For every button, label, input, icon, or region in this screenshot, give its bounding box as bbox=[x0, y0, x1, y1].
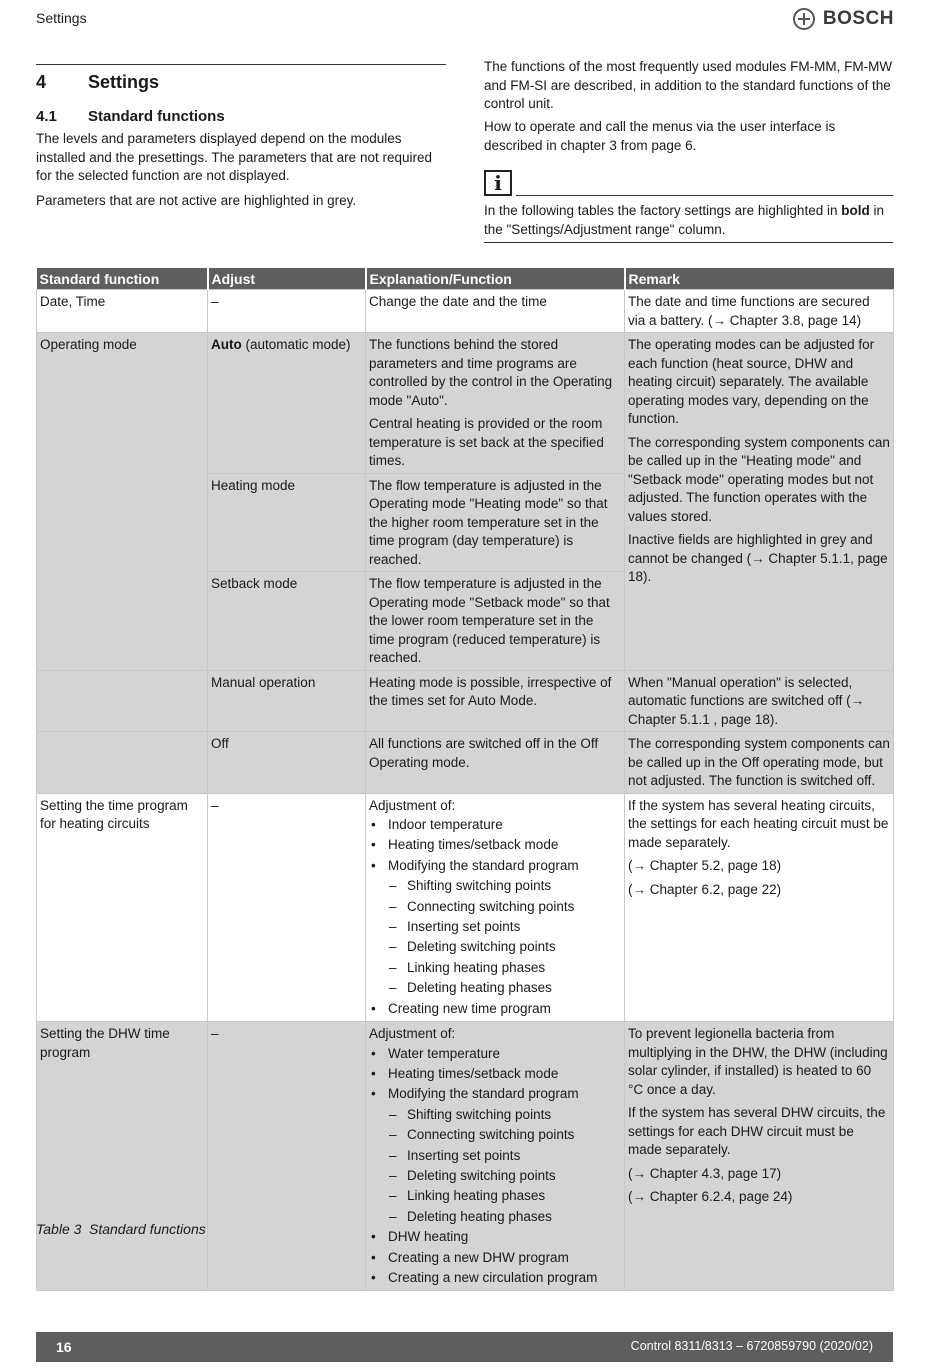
remark-cell bbox=[625, 333, 894, 671]
bosch-logo bbox=[793, 8, 894, 30]
list-item: – Linking heating phases bbox=[388, 1186, 621, 1206]
table-row bbox=[37, 290, 894, 333]
list-item: – Shifting switching points bbox=[388, 876, 621, 896]
table-row bbox=[37, 732, 894, 794]
table-caption bbox=[36, 1221, 206, 1237]
list-item: – Inserting set points bbox=[388, 917, 621, 937]
function-cell: Date, Time bbox=[37, 290, 208, 333]
page-footer bbox=[36, 1332, 893, 1362]
column-header: Standard function bbox=[37, 268, 208, 290]
info-note bbox=[484, 202, 894, 239]
explanation-cell: The flow temperature is adjusted in the Operating mode "Heating mode" so that the higher room temperature set in the time program (day temperature) is reached. bbox=[366, 473, 625, 572]
table-row bbox=[37, 793, 894, 1022]
remark-cell: The corresponding system components can be called up in the Off operating mode, but not adjusted. The function is switched off. bbox=[625, 732, 894, 794]
info-rule bbox=[516, 195, 893, 196]
remark-paragraph: If the system has several heating circuits, the settings for each heating circuit must be made separately. bbox=[628, 797, 889, 850]
function-cell: Setting the time program for heating circuits bbox=[37, 793, 208, 1022]
list-item: • DHW heating bbox=[369, 1227, 621, 1247]
table-row bbox=[37, 1022, 894, 1291]
logo-text: BOSCH bbox=[822, 8, 894, 29]
standard-functions-table bbox=[36, 268, 894, 1291]
subsection-title: Standard functions bbox=[88, 108, 225, 125]
list-item: – Connecting switching points bbox=[388, 897, 621, 917]
explanation-cell: All functions are switched off in the Off Operating mode. bbox=[366, 732, 625, 794]
list-item: • Creating new time program bbox=[369, 999, 621, 1019]
list-item-text: Modifying the standard program bbox=[388, 1086, 579, 1102]
list-item: – Connecting switching points bbox=[388, 1125, 621, 1145]
list-item: – Linking heating phases bbox=[388, 958, 621, 978]
intro-right-paragraph-2: How to operate and call the menus via the user interface is described in chapter 3 from page 6. bbox=[484, 119, 836, 153]
list-item: • Heating times/setback mode bbox=[369, 1064, 621, 1084]
table-header-row bbox=[37, 268, 894, 290]
list-item: – Deleting heating phases bbox=[388, 978, 621, 998]
remark-paragraph: The operating modes can be adjusted for each function (heat source, DHW and heating circuit) separately. The available operating modes vary, depending on the function. bbox=[628, 337, 875, 426]
table-row bbox=[37, 670, 894, 732]
list-item-text: Modifying the standard program bbox=[388, 857, 579, 873]
explanation-paragraph: The functions behind the stored parameters and time programs are controlled by the control in the Operating mode "Auto". bbox=[369, 337, 613, 408]
dash-list bbox=[388, 876, 621, 998]
list-item bbox=[369, 1084, 621, 1227]
section-title: Settings bbox=[88, 72, 160, 92]
explanation-cell: Heating mode is possible, irrespective of the times set for Auto Mode. bbox=[366, 670, 625, 732]
function-cell bbox=[37, 670, 208, 732]
adjust-cell: Off bbox=[208, 732, 366, 794]
remark-cell bbox=[625, 1022, 894, 1291]
adjust-cell: – bbox=[208, 290, 366, 333]
bosch-armature-icon bbox=[793, 8, 815, 30]
column-header: Remark bbox=[625, 268, 894, 290]
list-item: • Heating times/setback mode bbox=[369, 835, 621, 855]
remark-paragraph: (→ Chapter 5.2, page 18) bbox=[628, 858, 782, 873]
explanation-cell bbox=[366, 1022, 625, 1291]
auto-rest: (automatic mode) bbox=[241, 337, 351, 352]
adjust-cell: Heating mode bbox=[208, 473, 366, 572]
subsection-heading bbox=[36, 108, 225, 125]
list-item: • Indoor temperature bbox=[369, 815, 621, 835]
list-item: • Creating a new DHW program bbox=[369, 1248, 621, 1268]
explanation-paragraph: Central heating is provided or the room temperature is set back at the specified times. bbox=[369, 416, 604, 468]
adjust-cell: Setback mode bbox=[208, 572, 366, 671]
remark-cell: The date and time functions are secured via a battery. (→ Chapter 3.8, page 14) bbox=[625, 290, 894, 333]
list-item: – Shifting switching points bbox=[388, 1105, 621, 1125]
auto-bold: Auto bbox=[211, 337, 242, 352]
bullet-list bbox=[369, 815, 621, 1019]
section-rule bbox=[36, 64, 446, 65]
section-heading bbox=[36, 72, 159, 93]
column-header: Explanation/Function bbox=[366, 268, 625, 290]
list-item: – Deleting switching points bbox=[388, 1166, 621, 1186]
remark-paragraph: (→ Chapter 4.3, page 17) bbox=[628, 1165, 782, 1181]
intro-left-paragraph-1: The levels and parameters displayed depend on the modules installed and the presettings. The parameters that are not required for the selected function are not displayed. bbox=[36, 131, 432, 183]
info-text-before: In the following tables the factory settings are highlighted in bbox=[484, 203, 842, 218]
adjust-cell bbox=[208, 333, 366, 474]
info-text-after: in the "Settings/Adjustment range" column. bbox=[484, 203, 884, 237]
list-item: – Inserting set points bbox=[388, 1146, 621, 1166]
info-icon: i bbox=[484, 170, 512, 196]
adjust-cell: – bbox=[208, 793, 366, 1022]
document-id: Control 8311/8313 – 6720859790 (2020/02) bbox=[630, 1339, 873, 1353]
page-number: 16 bbox=[56, 1339, 72, 1355]
explanation-lead: Adjustment of: bbox=[369, 1026, 456, 1042]
list-item: – Deleting switching points bbox=[388, 937, 621, 957]
explanation-cell: The flow temperature is adjusted in the Operating mode "Setback mode" so that the lower room temperature set in the time program (reduced temperature) is reached. bbox=[366, 572, 625, 671]
caption-label: Table 3 bbox=[36, 1221, 82, 1237]
header-title: Settings bbox=[36, 10, 87, 26]
explanation-lead: Adjustment of: bbox=[369, 797, 456, 813]
dash-list bbox=[388, 1105, 621, 1227]
explanation-cell: Change the date and the time bbox=[366, 290, 625, 333]
remark-paragraph: To prevent legionella bacteria from multiplying in the DHW, the DHW (including solar cylinder, if installed) is heated to 60 °C once a day. bbox=[628, 1026, 888, 1097]
adjust-cell: – bbox=[208, 1022, 366, 1291]
list-item: • Water temperature bbox=[369, 1044, 621, 1064]
explanation-cell bbox=[366, 793, 625, 1022]
remark-paragraph: If the system has several DHW circuits, the settings for each DHW circuit must be made separately. bbox=[628, 1105, 886, 1158]
function-cell: Operating mode bbox=[37, 333, 208, 671]
caption-text: Standard functions bbox=[89, 1221, 206, 1237]
subsection-number: 4.1 bbox=[36, 108, 57, 125]
intro-right-paragraph-1: The functions of the most frequently used modules FM-MM, FM-MW and FM-SI are described, in addition to the standard functions of the control unit. bbox=[484, 59, 893, 111]
adjust-cell: Manual operation bbox=[208, 670, 366, 732]
section-number: 4 bbox=[36, 72, 47, 92]
list-item: • Creating a new circulation program bbox=[369, 1268, 621, 1288]
intro-left-paragraph-2: Parameters that are not active are highlighted in grey. bbox=[36, 193, 357, 208]
bullet-list bbox=[369, 1044, 621, 1289]
function-cell bbox=[37, 732, 208, 794]
column-header: Adjust bbox=[208, 268, 366, 290]
info-rule-bottom bbox=[484, 242, 893, 243]
list-item: – Deleting heating phases bbox=[388, 1207, 621, 1227]
list-item bbox=[369, 856, 621, 999]
info-text-bold: bold bbox=[841, 203, 870, 218]
function-cell: Setting the DHW time program bbox=[37, 1022, 208, 1291]
remark-paragraph: The corresponding system components can be called up in the "Heating mode" and "Setback mode" operating modes but not adjusted. The function operates with the values stored. bbox=[628, 434, 890, 524]
table-row bbox=[37, 333, 894, 474]
remark-cell bbox=[625, 793, 894, 1022]
remark-paragraph: (→ Chapter 6.2.4, page 24) bbox=[628, 1189, 793, 1205]
explanation-cell bbox=[366, 333, 625, 474]
remark-paragraph: (→ Chapter 6.2, page 22) bbox=[628, 881, 782, 897]
remark-paragraph: Inactive fields are highlighted in grey and cannot be changed (→ Chapter 5.1.1, page 18). bbox=[628, 532, 888, 584]
remark-cell: When "Manual operation" is selected, automatic functions are switched off (→ Chapter 5.1.1 , page 18). bbox=[625, 670, 894, 732]
